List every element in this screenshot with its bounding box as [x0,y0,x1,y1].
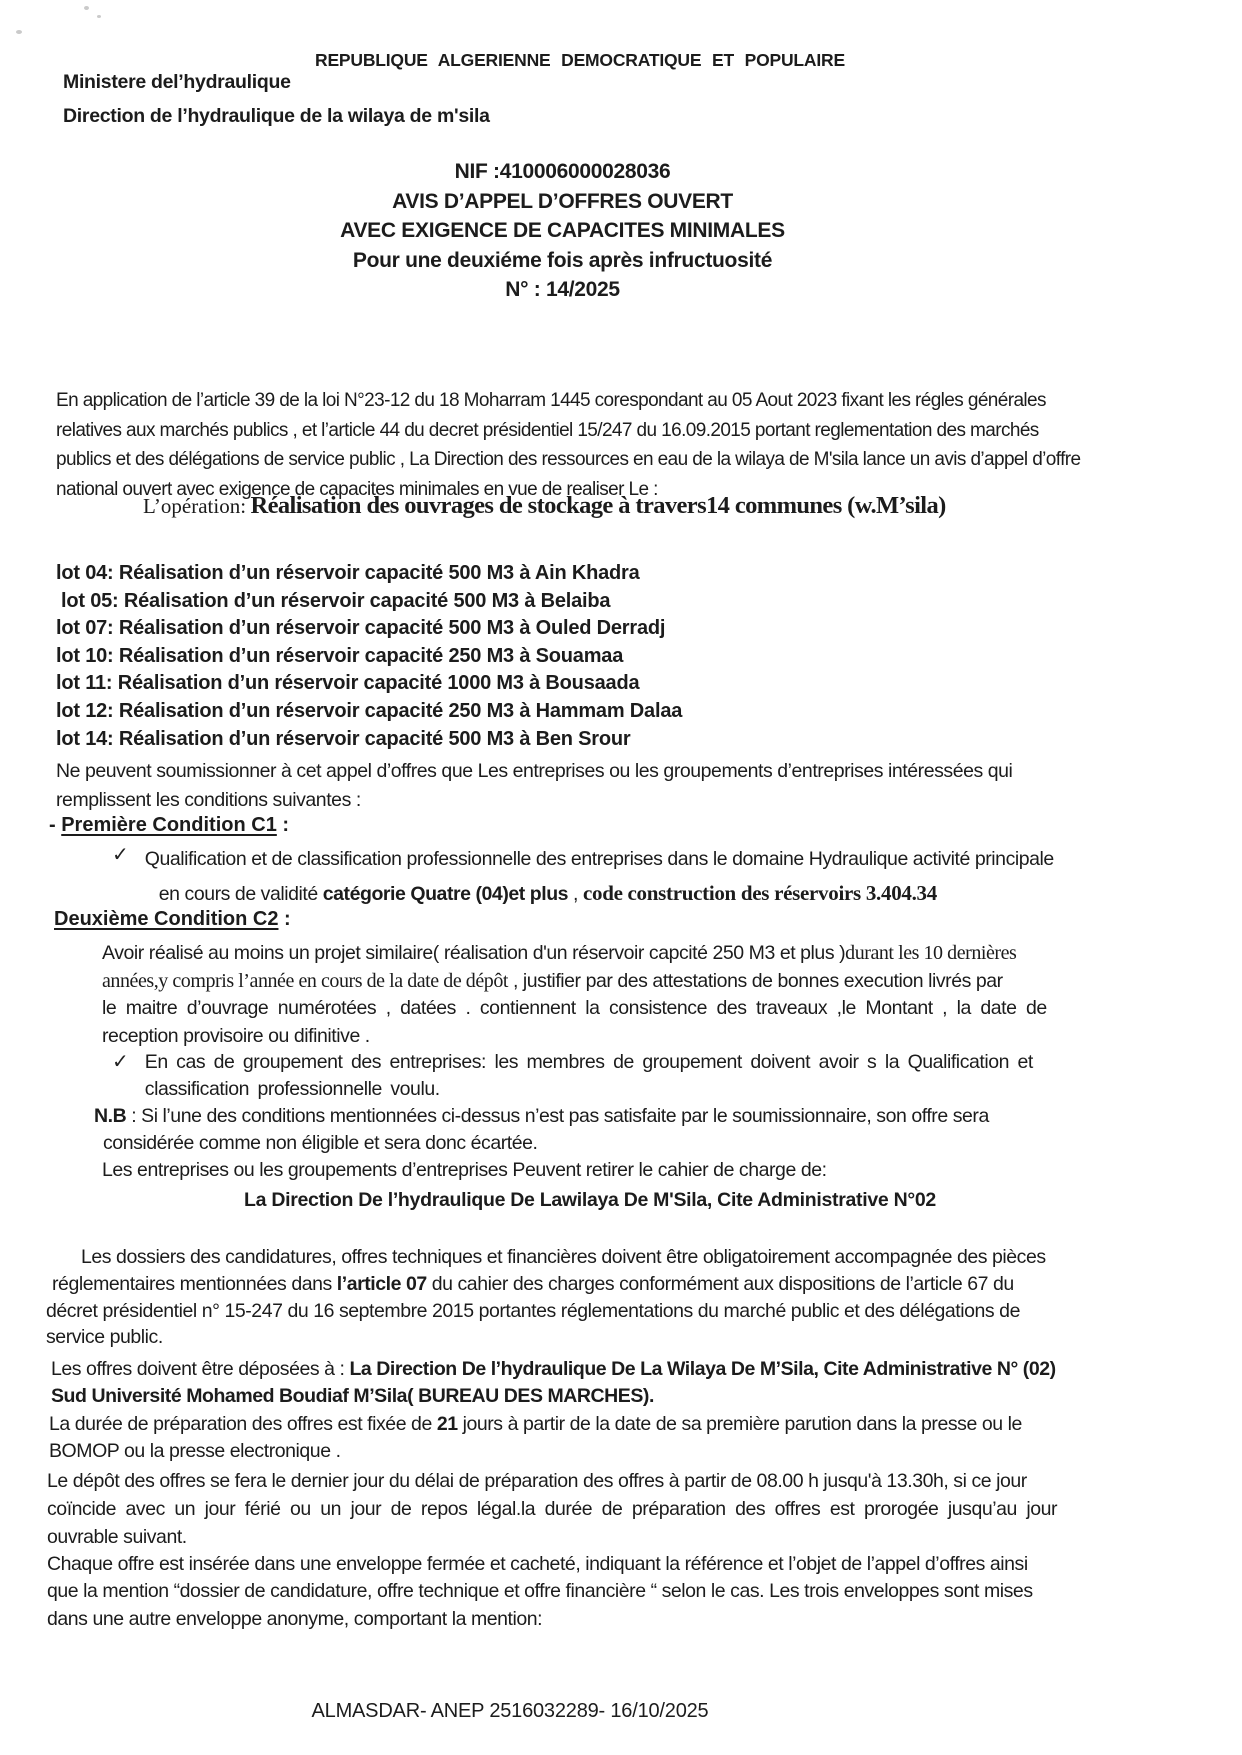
depot-lieu-address2: Sud Université Mohamed Boudiaf M’Sila( BUREAU DES MARCHES). [51,1384,654,1407]
scan-speck [84,6,89,10]
depot-lieu-paragraph [51,1356,1056,1409]
intro-line: En application de l’article 39 de la loi N°23-12 du 18 Moharram 1445 corespondant au 05 Aout 2023 fixant les régles générales [56,390,1046,411]
intro-paragraph [56,386,1236,504]
lot-item: lot 05: Réalisation d’un réservoir capacité 500 M3 à Belaiba [61,589,611,612]
nb-text: : Si l’une des conditions mentionnées ci-dessus n’est pas satisfaite par le soumissionnaire, son offre sera [126,1105,989,1127]
groupement-line1: En cas de groupement des entreprises: les membres de groupement doivent avoir s la Qualification et [144,1051,1033,1073]
operation-label: L’opération: [143,494,247,518]
condition-c1-label: Première Condition C1 [61,814,277,836]
notice-number: N° : 14/2025 [505,278,620,301]
c2-line2-serif: années,y compris l’année en cours de la date de dépôt [102,969,508,992]
intro-line: national ouvert avec exigence de capacites minimales en vue de realiser Le : [56,478,658,500]
condition-c1-text [145,842,1054,911]
eligibility-line: Ne peuvent soumissionner à cet appel d’offres que Les entreprises ou les groupements d’entreprises intéressées qui [56,760,1013,782]
dossiers-line3: décret présidentiel n° 15-247 du 16 septembre 2015 portantes réglementations du marché public et des délégations de [46,1299,1020,1322]
retrait-line: Les entreprises ou les groupements d’entreprises Peuvent retirer le cahier de charge de: [102,1159,827,1181]
dossiers-line4: service public. [46,1326,163,1349]
direction-line: Direction de l’hydraulique de la wilaya de m'sila [63,105,490,127]
nb-label: N.B [94,1105,127,1127]
operation-text: Réalisation des ouvrages de stockage à travers14 communes (w.M’sila) [250,492,946,519]
scan-speck [97,15,101,18]
depot-jour-paragraph [47,1467,1057,1552]
groupement-line2: classification professionnelle voulu. [144,1077,440,1100]
lot-item: lot 10: Réalisation d’un réservoir capacité 250 M3 à Souamaa [56,644,624,667]
dossiers-line2a: réglementaires mentionnées dans [52,1272,337,1295]
intro-line: publics et des délégations de service public , La Direction des ressources en eau de la wilaya de M'sila lance un avis d’appel d’offre [56,449,1081,470]
dossiers-line1: Les dossiers des candidatures, offres techniques et financières doivent être obligatoirement accompagnée des pièces [81,1246,1046,1268]
depot-lieu-intro: Les offres doivent être déposées à : [51,1358,350,1380]
eligibility-line: remplissent les conditions suivantes : [56,788,361,811]
nb-line1 [94,1103,989,1130]
condition-c2-paragraph [102,940,1047,1050]
title-block [0,157,1125,305]
duree-paragraph [49,1411,1022,1464]
nb-paragraph [94,1103,989,1157]
notice-title-line2: AVEC EXIGENCE DE CAPACITES MINIMALES [340,219,785,242]
c2-line1-serif: durant les 10 dernières [845,942,1017,964]
condition-c2-heading [54,908,291,931]
groupement-item [112,1049,1033,1102]
c1-category-text: catégorie Quatre (04)et plus [322,883,569,905]
dossiers-article07: l’article 07 [336,1272,427,1295]
notice-title-line1: AVIS D’APPEL D’OFFRES OUVERT [392,189,733,213]
republic-header: REPUBLIQUE ALGERIENNE DEMOCRATIQUE ET POPULAIRE [315,50,845,70]
duree-text-c: jours à partir de la date de sa première parution dans la presse ou le [457,1413,1022,1435]
duree-days-value: 21 [436,1413,458,1435]
enveloppe-line1: Chaque offre est insérée dans une enveloppe fermée et cacheté, indiquant la référence et l’objet de l’appel d’offres ainsi [47,1553,1028,1575]
dossiers-line2 [46,1271,1046,1298]
scan-speck [16,30,22,34]
depot-jour-line1: Le dépôt des offres se fera le dernier jour du délai de préparation des offres à partir de 08.00 h jusqu'à 13.30h, si ce jour [47,1470,1027,1492]
eligibility-paragraph [56,757,1012,814]
depot-lieu-line1 [51,1356,1056,1383]
condition-c2-label: Deuxième Condition C2 [54,908,279,930]
ministry-line: Ministere del’hydraulique [63,71,291,93]
c2-line1 [102,940,1047,968]
c2-line4: reception provisoire ou difinitive . [102,1024,370,1047]
dossiers-line2c: du cahier des charges conformément aux dispositions de l’article 67 du [426,1272,1014,1295]
condition-c1-colon: : [276,814,290,836]
operation-title [143,492,946,520]
c1-validity-text: en cours de validité [158,883,323,905]
lots-list [56,560,682,753]
lot-item: lot 07: Réalisation d’un réservoir capacité 500 M3 à Ouled Derradj [56,617,666,640]
checkmark-icon: ✓ [112,1051,129,1073]
nb-line2: considérée comme non éligible et sera donc écartée. [103,1132,538,1154]
retrait-place: La Direction De l’hydraulique De Lawilaya De M'Sila, Cite Administrative N°02 [244,1189,936,1211]
groupement-text [145,1049,1033,1102]
c2-line2-sans: , justifier par des attestations de bonnes execution livrés par [507,969,1003,992]
enveloppe-paragraph [47,1551,1033,1633]
checkmark-icon: ✓ [112,844,129,866]
c1-separator: , [568,883,583,905]
lot-item: lot 04: Réalisation d’un réservoir capacité 500 M3 à Ain Khadra [56,562,640,584]
enveloppe-line2: que la mention “dossier de candidature, offre technique et offre financière “ selon le cas. Les trois enveloppes sont mises [47,1580,1033,1603]
condition-c1-text-line1: Qualification et de classification professionnelle des entreprises dans le domaine Hydraulique activité principale [144,848,1054,870]
condition-c1-dash: - [49,814,62,836]
anep-footer: ALMASDAR- ANEP 2516032289- 16/10/2025 [311,1700,709,1722]
c2-line1-sans: Avoir réalisé au moins un projet similaire( réalisation d'un réservoir capcité 250 M3 et plus ) [102,942,846,964]
duree-text-a: La durée de préparation des offres est fixée de [49,1413,437,1435]
dossiers-paragraph [46,1244,1046,1351]
lot-item: lot 11: Réalisation d’un réservoir capacité 1000 M3 à Bousaada [56,672,640,695]
condition-c1-text-line2 [145,876,1054,911]
lot-item: lot 12: Réalisation d’un réservoir capacité 250 M3 à Hammam Dalaa [56,699,683,722]
c2-line2 [102,968,1047,996]
c1-code-text: code construction des réservoirs 3.404.34 [582,881,937,905]
depot-jour-line3: ouvrable suivant. [47,1526,187,1549]
condition-c1-heading [49,814,289,837]
lot-item: lot 14: Réalisation d’un réservoir capacité 500 M3 à Ben Srour [56,727,631,750]
condition-c1-item [112,842,1054,911]
enveloppe-line3: dans une autre enveloppe anonyme, comportant la mention: [47,1607,543,1630]
duree-line1 [49,1411,1022,1438]
depot-lieu-address1: La Direction De l’hydraulique De La Wilaya De M’Sila, Cite Administrative N° (02) [349,1358,1056,1380]
depot-jour-line2: coïncide avec un jour férié ou un jour de repos légal.la durée de préparation des offres est prorogée jusqu’au jour [47,1498,1058,1521]
condition-c2-colon: : [278,908,291,930]
nif-line: NIF :410006000028036 [454,160,671,183]
notice-title-line3: Pour une deuxiéme fois après infructuosité [352,248,773,272]
c2-line3: le maitre d’ouvrage numérotées , datées . contiennent la consistence des traveaux ,le Montant , la date de [102,997,1047,1020]
duree-line2: BOMOP ou la presse electronique . [49,1439,341,1462]
intro-line: relatives aux marchés publics , et l’article 44 du decret présidentiel 15/247 du 16.09.2015 portant reglementation des marchés [56,419,1039,441]
